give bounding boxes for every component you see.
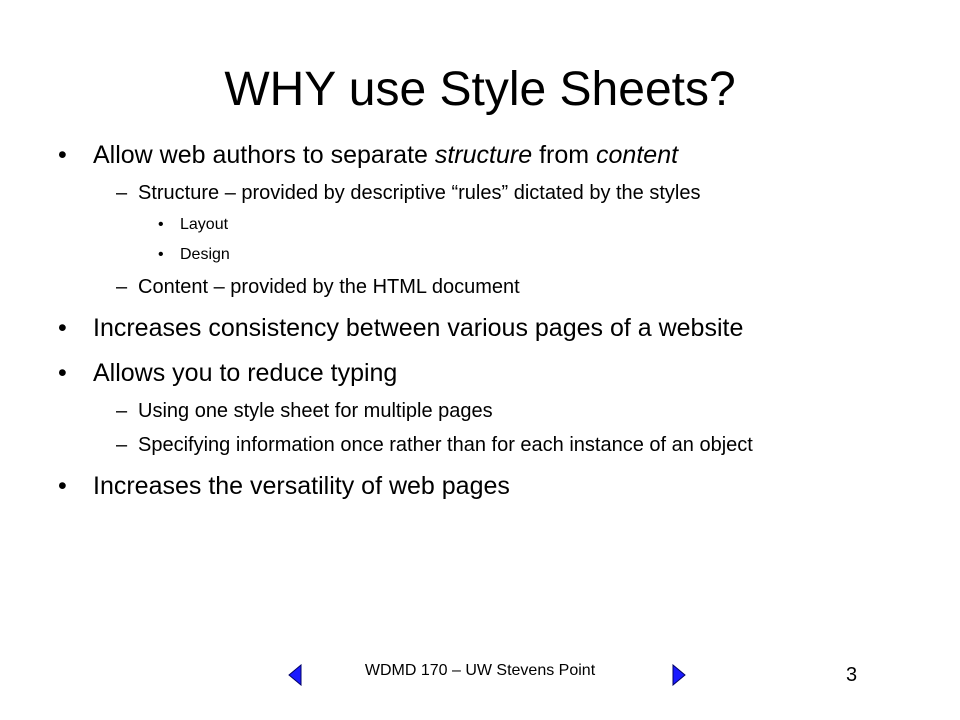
sub-bullet-text: Content – provided by the HTML document [138,276,520,298]
dash-marker: – [116,182,128,204]
bullet-item [58,358,908,389]
bullet-dot: • [58,141,67,169]
bullet-item [58,471,908,502]
sub-sub-bullet-item [58,215,908,235]
triangle-right-icon [672,664,686,686]
bullet-dot: • [158,246,164,263]
bullet-dot: • [58,359,67,387]
bullet-text: Allows you to reduce typing [93,359,398,387]
sub-bullet-text: Using one style sheet for multiple pages [138,400,493,422]
slide-body [58,140,908,502]
bullet-dot: • [58,314,67,342]
dash-marker: – [116,400,128,422]
bullet-text: Increases consistency between various pages of a website [93,314,744,342]
sub-bullet-item [58,433,908,457]
sub-bullet-item [58,181,908,205]
bullet-text: Increases the versatility of web pages [93,472,510,500]
next-slide-button[interactable] [672,664,686,686]
bullet-dot: • [58,472,67,500]
dash-marker: – [116,276,128,298]
sub-bullet-text: Structure – provided by descriptive “rules” dictated by the styles [138,182,701,204]
sub-sub-bullet-item [58,245,908,265]
sub-bullet-item [58,399,908,423]
bullet-text: Allow web authors to separate structure from content [93,141,679,169]
sub-bullet-item [58,275,908,299]
page-number: 3 [846,664,858,686]
sub-bullet-text: Specifying information once rather than for each instance of an object [138,434,753,456]
bullet-dot: • [158,216,164,233]
slide-title: WHY use Style Sheets? [224,63,736,116]
bullet-item [58,313,908,344]
slide-footer: WDMD 170 – UW Stevens Point [364,662,596,679]
dash-marker: – [116,434,128,456]
sub-sub-bullet-text: Layout [180,216,229,233]
sub-sub-bullet-text: Design [180,246,230,263]
bullet-item [58,140,908,171]
